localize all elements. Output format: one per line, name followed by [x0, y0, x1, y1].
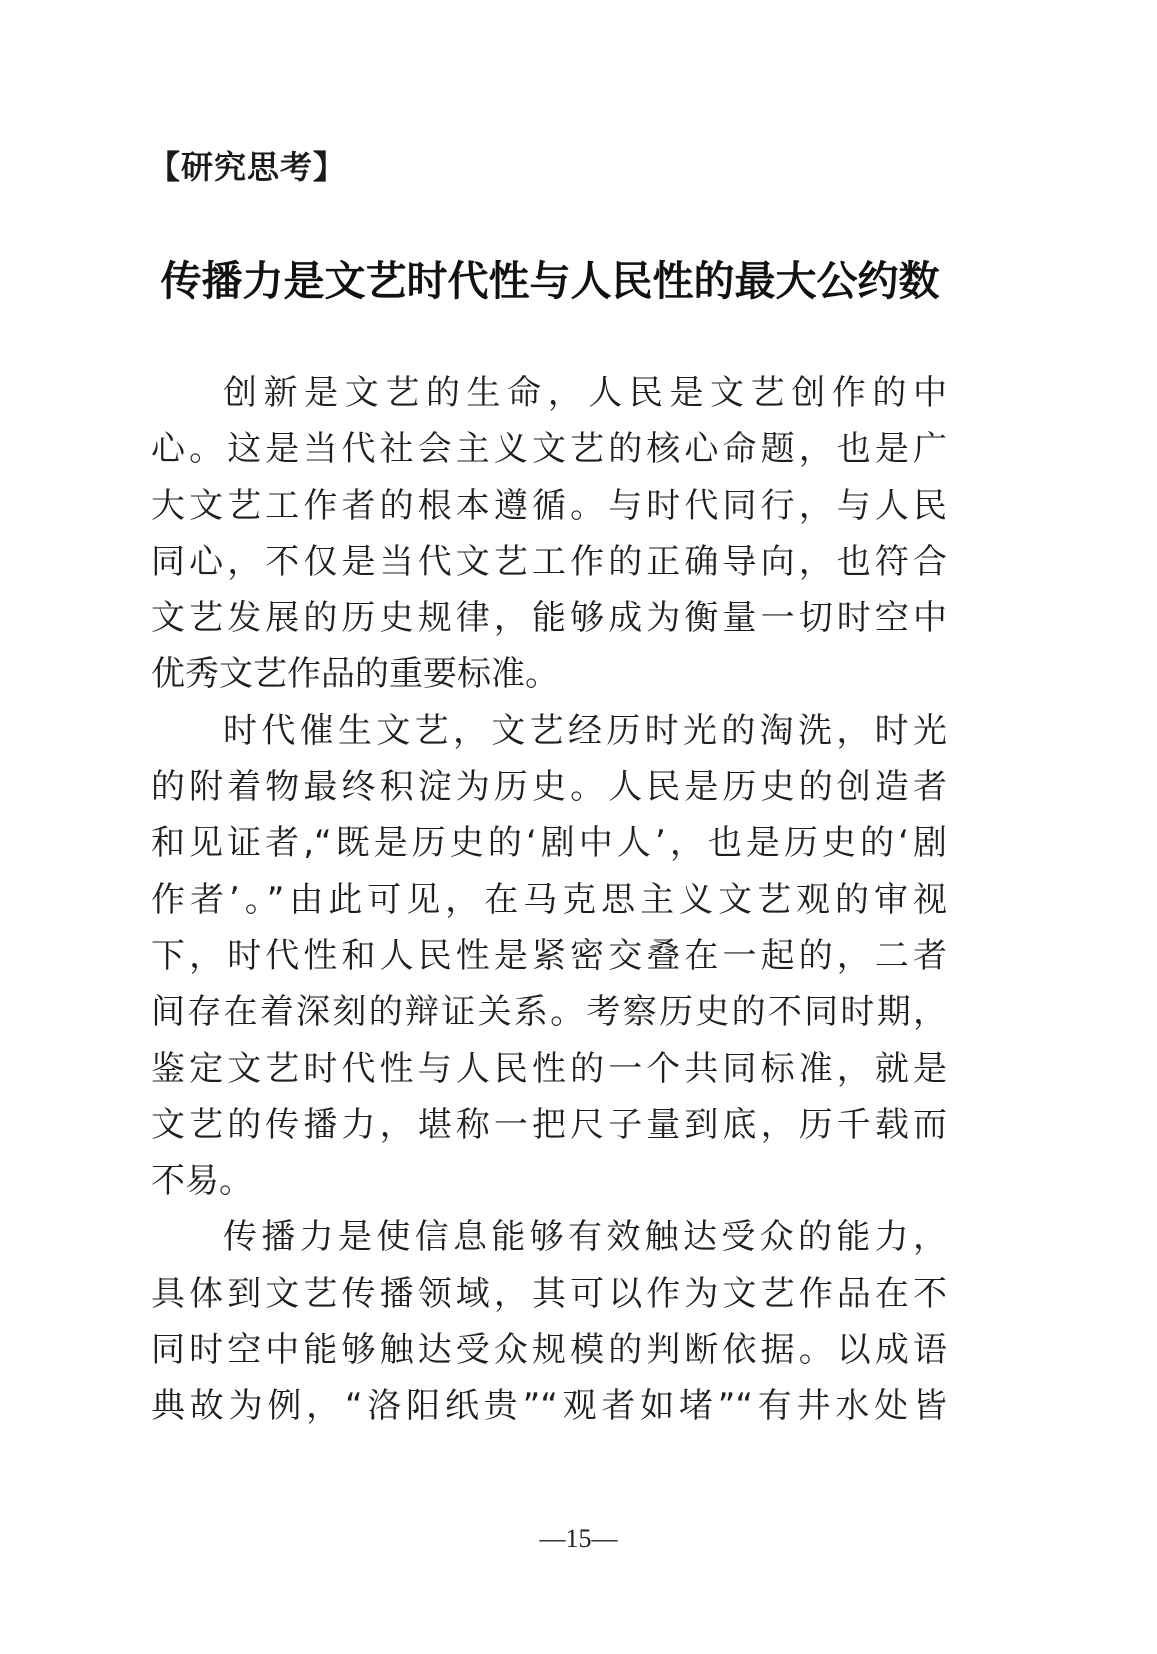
paragraph-3: [151, 1209, 947, 1434]
text-line: 文艺的传播力，堪称一把尺子量到底，历千载而: [151, 1104, 947, 1145]
article-title: 传播力是文艺时代性与人民性的最大公约数: [160, 257, 940, 305]
page-number: —15—: [539, 1524, 618, 1553]
text-line: 心。这是当代社会主义文艺的核心命题，也是广: [151, 429, 947, 470]
text-line: 具体到文艺传播领域，其可以作为文艺作品在不: [151, 1273, 947, 1314]
text-line: 大文艺工作者的根本遵循。与时代同行，与人民: [151, 485, 947, 526]
text-line: 作者’。”由此可见，在马克思主义文艺观的审视: [151, 879, 947, 920]
text-line: 优秀文艺作品的重要标准。: [151, 654, 559, 695]
text-line: 典故为例，“洛阳纸贵”“观者如堵”“有井水处皆: [151, 1386, 947, 1427]
text-line: 同时空中能够触达受众规模的判断依据。以成语: [151, 1330, 947, 1371]
text-line: 同心，不仅是当代文艺工作的正确导向，也符合: [151, 541, 947, 582]
text-line: 间存在着深刻的辩证关系。考察历史的不同时期，: [151, 992, 947, 1033]
section-tag: 【研究思考】: [148, 148, 347, 186]
text-line: 传播力是使信息能够有效触达受众的能力，: [223, 1217, 947, 1258]
paragraph-2: [151, 703, 947, 1210]
text-line: 的附着物最终积淀为历史。人民是历史的创造者: [151, 767, 947, 808]
text-line: 不易。: [151, 1161, 253, 1202]
text-line: 文艺发展的历史规律，能够成为衡量一切时空中: [151, 598, 947, 639]
text-line: 鉴定文艺时代性与人民性的一个共同标准，就是: [151, 1048, 947, 1089]
text-line: 下，时代性和人民性是紧密交叠在一起的，二者: [151, 935, 947, 976]
paragraph-1: [151, 365, 947, 703]
text-line: 创新是文艺的生命，人民是文艺创作的中: [223, 373, 947, 413]
text-line: 时代催生文艺，文艺经历时光的淘洗，时光: [223, 710, 947, 751]
text-line: 和见证者,“既是历史的‘剧中人’，也是历史的‘剧: [151, 823, 947, 864]
article-body: [151, 365, 947, 1435]
